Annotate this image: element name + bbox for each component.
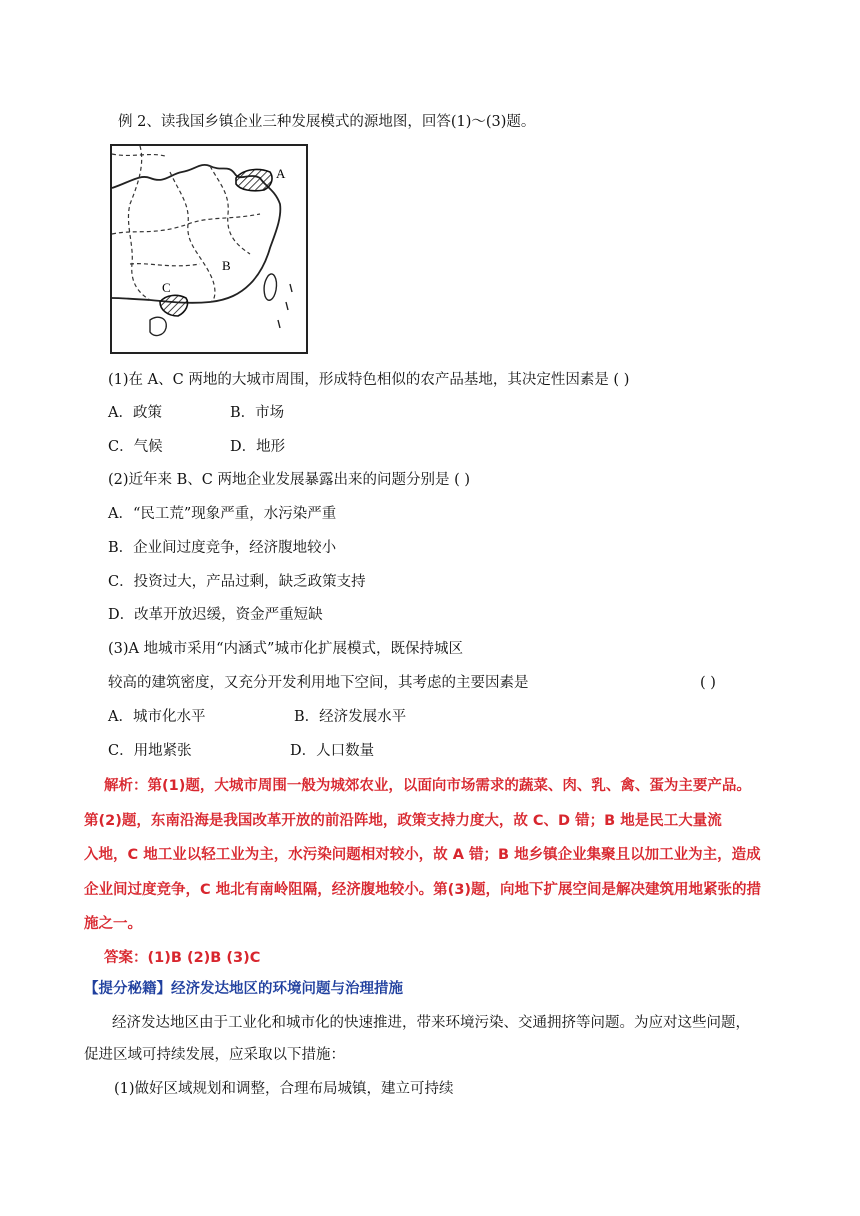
tip-heading: 【提分秘籍】经济发达地区的环境问题与治理措施 [84,981,403,997]
q2-option-b: B．企业间过度竞争，经济腹地较小 [108,540,337,556]
map-label-a: A [276,166,286,181]
analysis-line-4: 企业间过度竞争，C 地北有南岭阻隔，经济腹地较小。第(3)题，向地下扩展空间是解决建筑用地紧张的措 [84,882,762,898]
analysis-line-3: 入地，C 地工业以轻工业为主，水污染问题相对较小，故 A 错；B 地乡镇企业集聚且以加工业为主，造成 [84,847,761,863]
region-a [236,170,272,191]
question-2-stem: (2)近年来 B、C 两地企业发展暴露出来的问题分别是 ( ) [108,472,471,488]
q1-option-d: D．地形 [230,439,286,455]
q3-option-d: D．人口数量 [290,743,375,759]
q1-option-c: C．气候 [108,439,163,455]
example-title: 例 2、读我国乡镇企业三种发展模式的源地图，回答(1)～(3)题。 [118,114,536,130]
analysis-line-5: 施之一。 [84,916,142,932]
tip-paragraph-line-2: 促进区域可持续发展，应采取以下措施： [84,1047,345,1063]
answer-line: 答案：(1)B (2)B (3)C [104,950,261,966]
question-1-stem: (1)在 A、C 两地的大城市周围，形成特色相似的农产品基地，其决定性因素是 ( ) [108,372,630,388]
q2-option-d: D．改革开放迟缓，资金严重短缺 [108,607,323,623]
analysis-line-2: 第(2)题，东南沿海是我国改革开放的前沿阵地，政策支持力度大，故 C、D 错；B 地是民工大量流 [84,813,722,829]
q2-option-c: C．投资过大，产品过剩，缺乏政策支持 [108,574,366,590]
map-label-b: B [222,258,231,273]
q3-option-a: A．城市化水平 [108,709,206,725]
q3-option-c: C．用地紧张 [108,743,192,759]
question-3-paren: ( ) [700,675,716,691]
hainan-island [150,317,166,335]
tip-paragraph-line-1: 经济发达地区由于工业化和城市化的快速推进，带来环境污染、交通拥挤等问题。为应对这些问题， [112,1015,750,1031]
question-3-stem-line1: (3)A 地城市采用“内涵式”城市化扩展模式，既保持城区 [108,641,463,657]
q2-option-a: A．“民工荒”现象严重，水污染严重 [108,506,337,522]
source-map-figure [110,144,308,354]
q1-option-a: A．政策 [108,405,162,421]
analysis-line-1: 解析：第(1)题，大城市周围一般为城郊农业，以面向市场需求的蔬菜、肉、乳、禽、蛋为主要产品。 [104,778,751,794]
question-3-stem-line2: 较高的建筑密度，又充分开发利用地下空间，其考虑的主要因素是 [108,675,529,691]
map-label-c: C [162,280,171,295]
q3-option-b: B．经济发展水平 [294,709,407,725]
tip-item-1: (1)做好区域规划和调整，合理布局城镇，建立可持续 [114,1081,454,1097]
q1-option-b: B．市场 [230,405,285,421]
